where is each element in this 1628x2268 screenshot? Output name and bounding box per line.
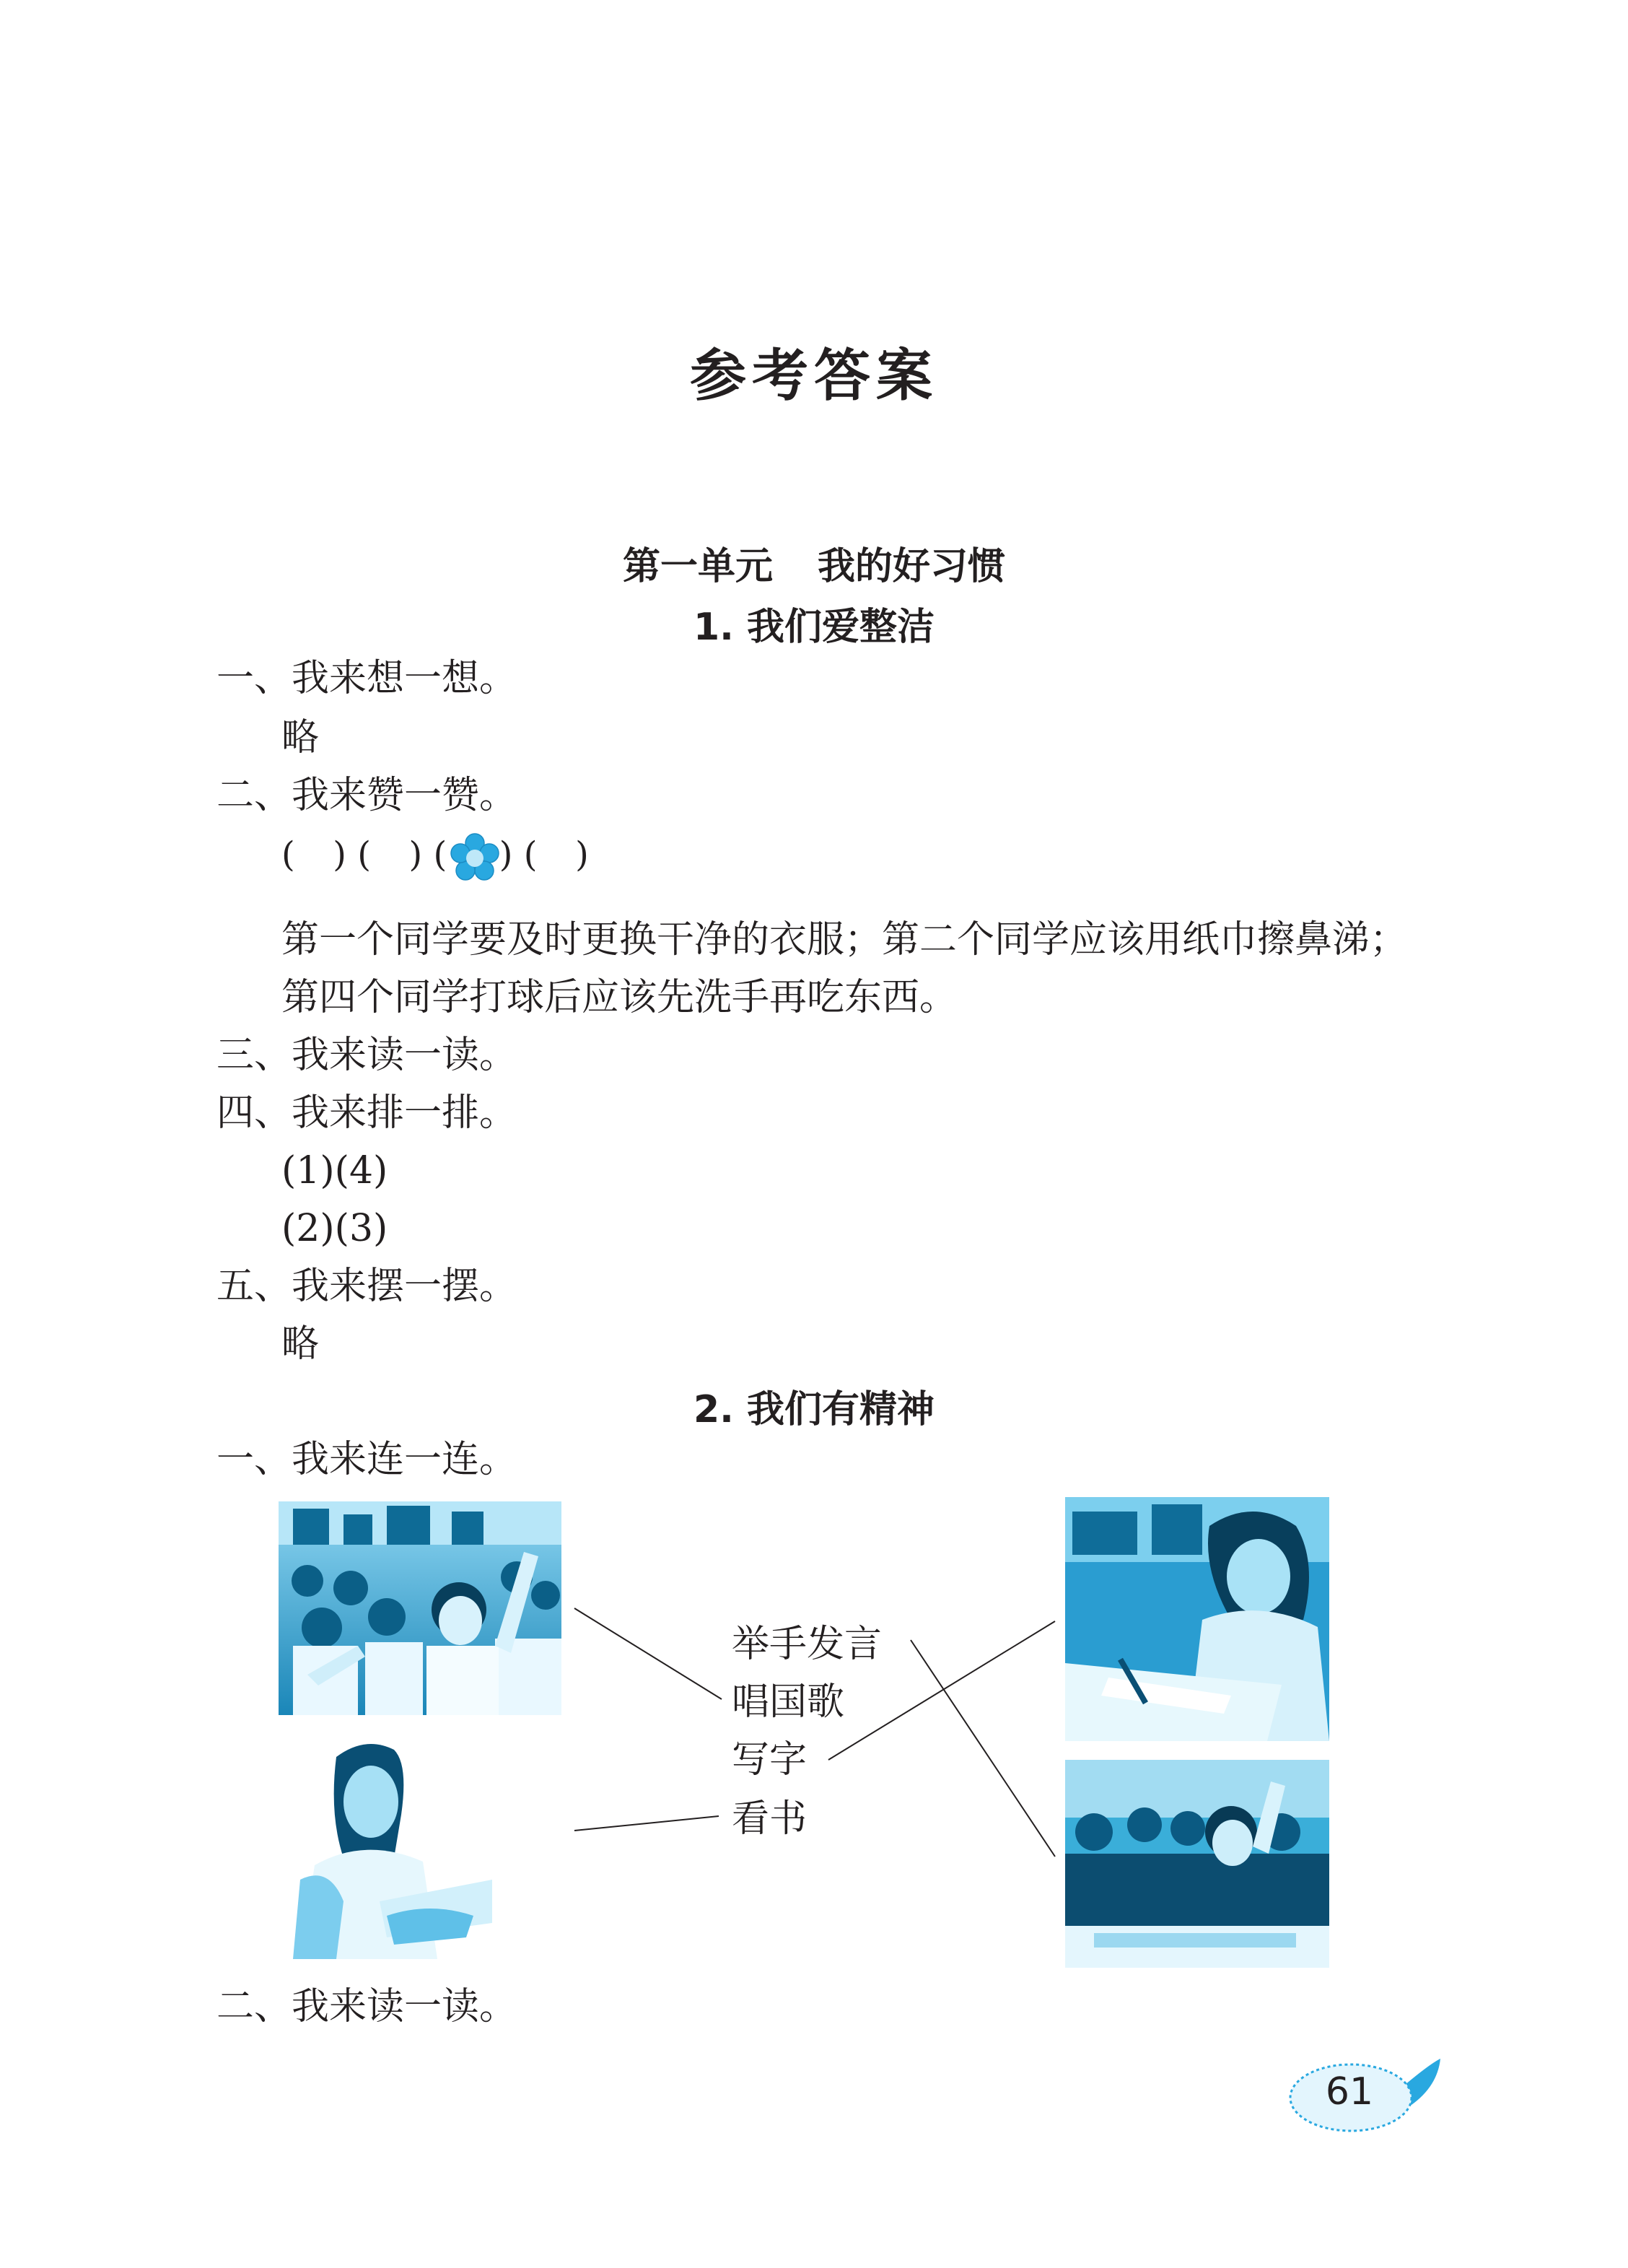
- lesson-1-answer-4-line-1: (1)(4): [281, 1149, 388, 1192]
- lesson-2-title: 2. 我们有精神: [693, 1388, 935, 1431]
- lesson-1-answer-4-line-2: (2)(3): [281, 1207, 388, 1250]
- lesson-2-question-2: 二、我来读一读。: [216, 1985, 517, 2028]
- answer-slot-2: [357, 839, 422, 882]
- lesson-1-question-1: 一、我来想一想。: [216, 657, 517, 700]
- lesson-1-answer-5: 略: [281, 1322, 320, 1366]
- lesson-1-answer-1: 略: [281, 716, 320, 759]
- match-label-writing: 写字: [732, 1738, 808, 1781]
- lesson-1-question-4: 四、我来排一排。: [216, 1091, 517, 1135]
- photo-writing: [1065, 1497, 1329, 1741]
- unit-name: 我的好习惯: [818, 545, 1006, 588]
- answer-parentheses-row: [281, 837, 589, 895]
- lesson-2-question-1: 一、我来连一连。: [216, 1438, 517, 1481]
- line-photo2-to-reading: [574, 1816, 719, 1831]
- answer-slot-1: [281, 839, 346, 882]
- line-photo1-to-sing-anthem: [574, 1608, 722, 1699]
- answer-slot-3: [434, 839, 513, 882]
- match-label-raise-hand: 举手发言: [732, 1623, 883, 1666]
- lesson-1-question-3: 三、我来读一读。: [216, 1034, 517, 1077]
- line-raise-hand-to-photo4: [911, 1640, 1055, 1857]
- answer-slot-4: [524, 839, 589, 882]
- match-label-sing-anthem: 唱国歌: [732, 1680, 845, 1724]
- lesson-1-answer-2: 第一个同学要及时更换干净的衣服；第二个同学应该用纸巾擦鼻涕；第四个同学打球后应该先洗手再吃东西。: [281, 918, 1408, 1019]
- unit-heading: [0, 536, 1628, 590]
- flower-icon: [450, 833, 500, 885]
- unit-prefix: 第一单元: [622, 545, 773, 588]
- photo-raising-hand: [1065, 1760, 1329, 1968]
- lesson-1-question-2: 二、我来赞一赞。: [216, 774, 517, 817]
- page-title: 参考答案: [689, 343, 938, 409]
- lesson-1-question-5: 五、我来摆一摆。: [216, 1265, 517, 1308]
- lesson-1-title: 1. 我们爱整洁: [693, 606, 935, 649]
- photo-singing-anthem: [279, 1501, 561, 1715]
- photo-reading-book: [286, 1735, 492, 1963]
- page-number-badge: [1285, 2057, 1443, 2137]
- page-number: 61: [1325, 2070, 1374, 2114]
- match-label-reading: 看书: [732, 1797, 808, 1841]
